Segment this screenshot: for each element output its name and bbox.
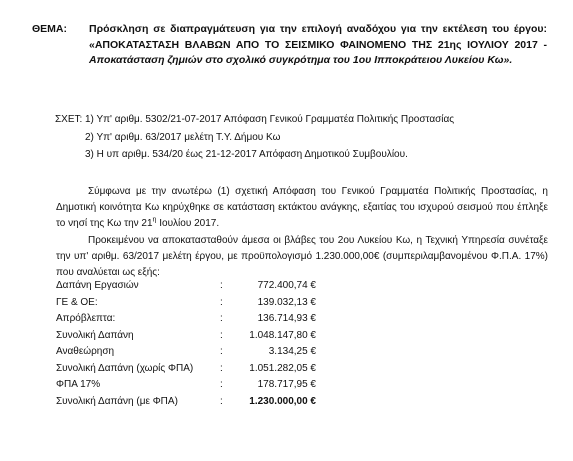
cost-value: 3.134,25 € [268, 346, 316, 357]
subject-title: Πρόσκληση σε διαπραγμάτευση για την επιλογή αναδόχου για την εκτέλεση του έργου: «ΑΠΟΚΑΤΑΣΤΑΣΗ ΒΛΑΒΩΝ ΑΠΟ ΤΟ ΣΕΙΣΜΙΚΟ ΦΑΙΝΟΜΕΝΟ ΤΗΣ 21ης ΙΟΥΛΙΟΥ 2017 - [89, 23, 547, 51]
subject-text [89, 22, 547, 69]
cost-label: Αναθεώρηση [56, 346, 115, 357]
cost-colon: : [220, 280, 223, 291]
paragraph-1-text: Σύμφωνα με την ανωτέρω (1) σχετική Απόφαση του Γενικού Γραμματέα Πολιτικής Προστασίας, η Δημοτική κοινότητα Κω κηρύχθηκε σε κατάσταση εκτάκτου ανάγκης, εξαιτίας του ισχυρού σεισμού που έπληξε το νησί της Κω την 21 [56, 186, 548, 229]
cost-label: Συνολική Δαπάνη (με ΦΠΑ) [56, 395, 178, 407]
cost-value: 178.717,95 € [257, 379, 316, 390]
paragraph-2: Προκειμένου να αποκατασταθούν άμεσα οι βλάβες του 2ου Λυκείου Κω, η Τεχνική Υπηρεσία συνέταξε την υπ' αριθμ. 63/2017 μελέτη έργου, με προϋπολογισμό 1.230.000,00€ (συμπεριλαμβανομένου Φ.Π.Α. 17%) που αναλύεται ως εξής: [56, 235, 548, 278]
cost-colon: : [220, 329, 223, 341]
cost-colon: : [220, 362, 223, 374]
cost-value: 1.051.282,05 € [249, 362, 316, 374]
paragraph-1-tail: Ιουλίου 2017. [156, 218, 220, 229]
reference-item-3: 3) Η υπ αριθμ. 534/20 έως 21-12-2017 Απόφαση Δημοτικού Συμβουλίου. [85, 149, 408, 160]
cost-colon: : [220, 296, 223, 308]
cost-value: 136.714,93 € [257, 313, 316, 324]
references-list [85, 112, 454, 165]
cost-label: ΦΠΑ 17% [56, 379, 101, 390]
cost-value: 139.032,13 € [257, 296, 316, 308]
cost-label: Συνολική Δαπάνη [56, 329, 134, 341]
subject-subtitle: Αποκατάσταση ζημιών στο σχολικό συγκρότημα του 1ου Ιπποκράτειου Λυκείου Κω». [89, 54, 513, 66]
cost-value: 1.048.147,80 € [249, 329, 316, 341]
cost-label: ΓΕ & ΟΕ: [56, 296, 98, 308]
reference-item-2: 2) Υπ' αριθμ. 63/2017 μελέτη Τ.Υ. Δήμου Κω [85, 131, 281, 143]
references-label: ΣΧΕΤ: [55, 114, 83, 125]
reference-item-1: 1) Υπ' αριθμ. 5302/21-07-2017 Απόφαση Γενικού Γραμματέα Πολιτικής Προστασίας [85, 114, 455, 125]
paragraph-1-sup: η [152, 216, 157, 224]
cost-label: Απρόβλεπτα: [56, 313, 116, 324]
cost-colon: : [220, 379, 223, 390]
cost-label: Δαπάνη Εργασιών [56, 280, 139, 291]
cost-value-total: 1.230.000,00 € [249, 395, 316, 407]
paragraph-1 [56, 184, 548, 232]
cost-colon: : [220, 346, 223, 357]
cost-value: 772.400,74 € [257, 280, 316, 291]
cost-colon: : [220, 313, 223, 324]
cost-label: Συνολική Δαπάνη (χωρίς ΦΠΑ) [56, 362, 194, 374]
subject-label: ΘΕΜΑ: [32, 23, 67, 35]
cost-colon: : [220, 395, 223, 407]
